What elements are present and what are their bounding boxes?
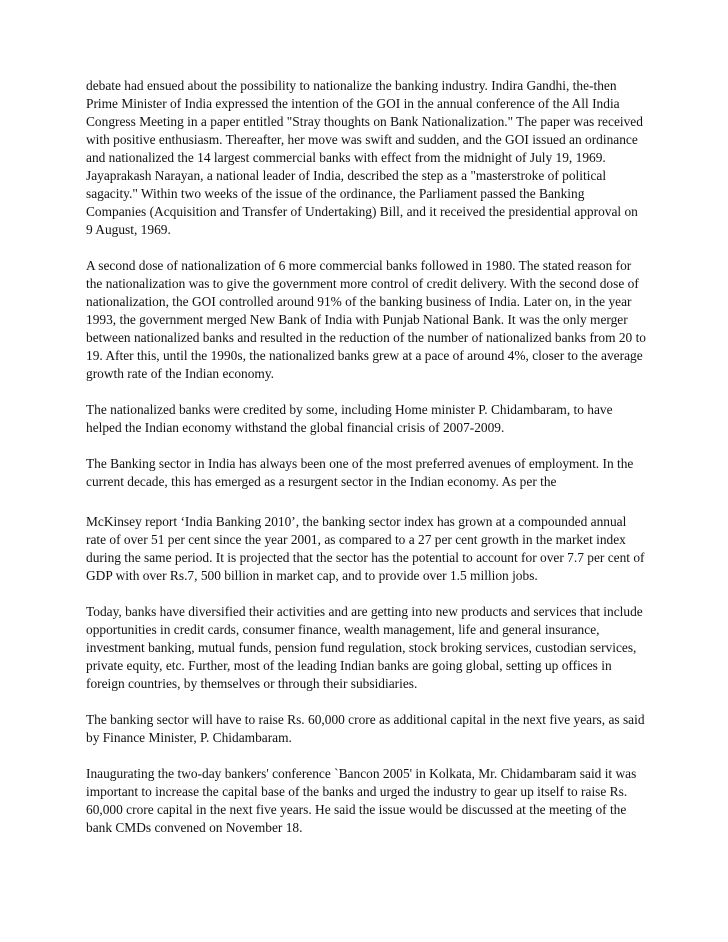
paragraph-bancon-2005: Inaugurating the two-day bankers' conference `Bancon 2005' in Kolkata, Mr. Chidambaram said it was important to increase the capital base of the banks and urged the industry to gear up itself to raise Rs. 60,000 crore capital in the next five years. He said the issue would be discussed at the meeting of the bank CMDs convened on November 18. (86, 766, 637, 835)
page-text-upper (86, 77, 646, 509)
paragraph-second-nationalization: A second dose of nationalization of 6 more commercial banks followed in 1980. The stated reason for the nationalization was to give the government more control of credit delivery. With the second dose of nationalization, the GOI controlled around 91% of the banking business of India. Later on, in the year 1993, the government merged New Bank of India with Punjab National Bank. It was the only merger between nationalized banks and resulted in the reduction of the number of nationalized banks from 20 to 19. After this, until the 1990s, the nationalized banks grew at a pace of around 4%, closer to the average growth rate of the Indian economy. (86, 258, 647, 381)
paragraph-nationalization-1969: debate had ensued about the possibility to nationalize the banking industry. Indira Gandhi, the-then Prime Minister of India expressed the intention of the GOI in the annual conference of the All India Congress Meeting in a paper entitled "Stray thoughts on Bank Nationalization." The paper was received with positive enthusiasm. Thereafter, her move was swift and sudden, and the GOI issued an ordinance and nationalized the 14 largest commercial banks with effect from the midnight of July 19, 1969. Jayaprakash Narayan, a national leader of India, described the step as a "masterstroke of political sagacity." Within two weeks of the issue of the ordinance, the Parliament passed the Banking Companies (Acquisition and Transfer of Undertaking) Bill, and it received the presidential approval on 9 August, 1969. (86, 78, 643, 237)
paragraph-financial-crisis: The nationalized banks were credited by some, including Home minister P. Chidambaram, to have helped the Indian economy withstand the global financial crisis of 2007-2009. (86, 402, 613, 435)
paragraph-diversified-activities: Today, banks have diversified their activities and are getting into new products and services that include opportunities in credit cards, consumer finance, wealth management, life and general insurance, investment banking, mutual funds, pension fund regulation, stock broking services, custodian services, private equity, etc. Further, most of the leading Indian banks are going global, setting up offices in foreign countries, by themselves or through their subsidiaries. (86, 604, 643, 691)
paragraph-employment-sector: The Banking sector in India has always been one of the most preferred avenues of employment. In the current decade, this has emerged as a resurgent sector in the Indian economy. As per the (86, 456, 634, 489)
paragraph-additional-capital: The banking sector will have to raise Rs. 60,000 crore as additional capital in the next five years, as said by Finance Minister, P. Chidambaram. (86, 712, 645, 745)
page-text-lower (86, 513, 646, 855)
paragraph-mckinsey-report: McKinsey report ‘India Banking 2010’, the banking sector index has grown at a compounded annual rate of over 51 per cent since the year 2001, as compared to a 27 per cent growth in the market index during the same period. It is projected that the sector has the potential to account for over 7.7 per cent of GDP with over Rs.7, 500 billion in market cap, and to provide over 1.5 million jobs. (86, 514, 645, 583)
